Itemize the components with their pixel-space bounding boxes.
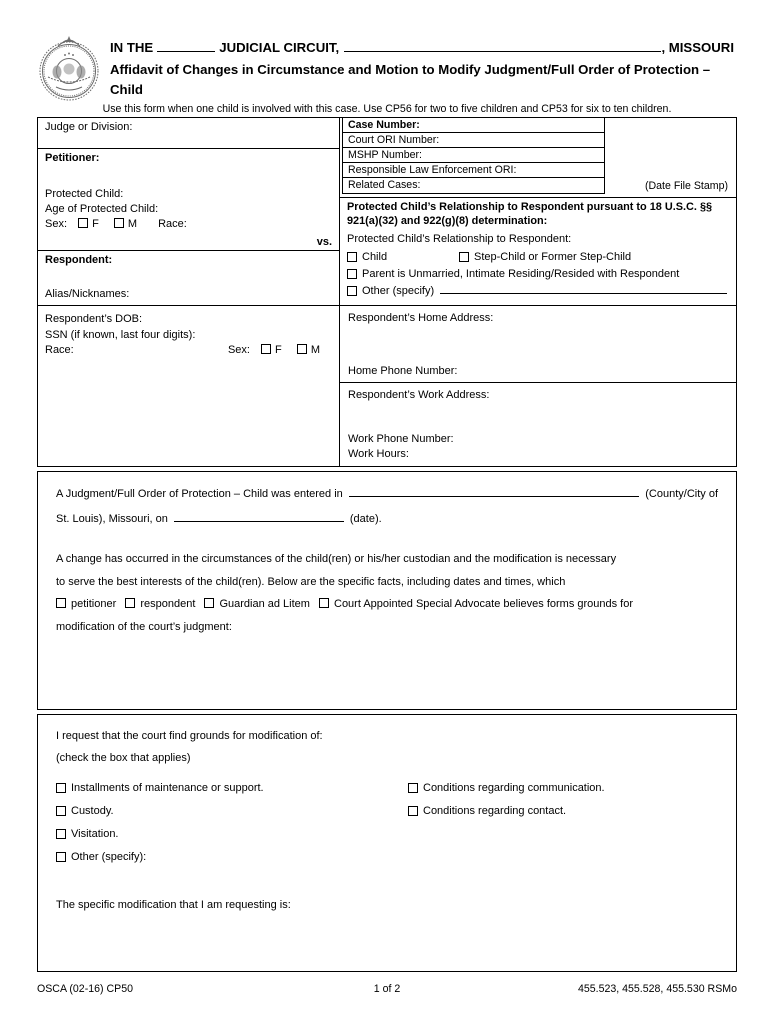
respondent-female-label: F (275, 344, 282, 356)
title-line-1 (110, 40, 734, 60)
sex-label: Sex: (45, 218, 68, 230)
rel-child-label: Child (362, 250, 388, 263)
home-address-label: Respondent’s Home Address: (348, 312, 494, 324)
blank-date[interactable] (174, 509, 344, 522)
checkbox-conditions-communication[interactable] (408, 783, 418, 793)
option-visitation-label: Visitation. (71, 827, 119, 840)
protected-child-age-label: Age of Protected Child: (45, 203, 159, 215)
checkbox-other-modification[interactable] (56, 852, 66, 862)
checkbox-guardian-ad-litem[interactable] (204, 598, 214, 608)
respondent-race-label: Race: (45, 344, 74, 356)
form-number: OSCA (02-16) CP50 (37, 983, 133, 995)
relationship-option-child (347, 251, 459, 263)
related-cases-row[interactable]: Related Cases: (348, 179, 421, 191)
blank-circuit-number[interactable] (157, 40, 215, 52)
checkbox-visitation[interactable] (56, 829, 66, 839)
blank-rel-other-specify[interactable] (440, 282, 727, 294)
case-number-box (342, 118, 605, 194)
parties-column (38, 118, 340, 466)
case-numbers-column (340, 118, 736, 466)
protected-child-label: Protected Child: (45, 188, 124, 200)
request-intro: I request that the court find grounds for modification of: (56, 730, 323, 742)
home-phone-label: Home Phone Number: (348, 365, 458, 377)
believes-grounds-text: believes forms grounds for (503, 598, 634, 610)
judge-division-label: Judge or Division: (45, 121, 133, 133)
relationship-section (340, 197, 736, 306)
option-row-1 (56, 776, 718, 799)
relationship-label: Protected Child’s Relationship to Respondent: (347, 233, 572, 245)
checkbox-rel-stepchild[interactable] (459, 252, 469, 262)
work-hours-label: Work Hours: (348, 448, 409, 460)
judgment-line-2 (56, 507, 718, 532)
page-footer (37, 983, 737, 995)
respondent-dob-label: Respondent’s DOB: (45, 313, 143, 325)
change-line-3 (56, 593, 718, 616)
blank-circuit-county[interactable] (344, 40, 661, 52)
option-installments-label: Installments of maintenance or support. (71, 781, 264, 794)
option-contact-label: Conditions regarding contact. (423, 804, 567, 817)
female-label: F (92, 218, 99, 230)
relationship-options-row-1 (347, 248, 729, 265)
option-row-2 (56, 799, 718, 822)
case-number-section (340, 118, 736, 197)
judgment-line-1 (56, 482, 718, 507)
petitioner-cell[interactable] (38, 149, 339, 251)
work-address-label: Respondent’s Work Address: (348, 389, 490, 401)
respondent-sex-label: Sex: (227, 344, 250, 356)
modification-options (56, 776, 718, 868)
title-missouri: , MISSOURI (661, 40, 734, 55)
male-label: M (127, 218, 138, 230)
option-row-3 (56, 822, 718, 845)
respondent-cell[interactable] (38, 251, 339, 306)
work-phone-hours-block (348, 432, 728, 462)
court-ori-row[interactable]: Court ORI Number: (343, 133, 604, 148)
option-row-4 (56, 845, 718, 868)
form-instruction: Use this form when one child is involved with this case. Use CP56 for two to five children and CP53 for six to ten children. (102, 103, 672, 115)
case-number-row[interactable]: Case Number: (343, 118, 604, 133)
change-line-1: A change has occurred in the circumstances of the child(ren) or his/her custodian and the modification is necessary (56, 553, 617, 565)
option-other-label: Other (specify): (71, 850, 147, 863)
change-line-2: to serve the best interests of the child(ren). Below are the specific facts, including dates and times, which (56, 575, 566, 588)
actor-petitioner-label: petitioner (71, 598, 117, 610)
relationship-options-row-3 (347, 282, 729, 299)
mshp-number-row[interactable]: MSHP Number: (343, 148, 604, 163)
actor-gal-label: Guardian ad Litem (219, 598, 310, 610)
checkbox-petitioner[interactable] (56, 598, 66, 608)
option-custody-label: Custody. (71, 804, 114, 817)
checkbox-rel-child[interactable] (347, 252, 357, 262)
title-in-the: IN THE (110, 40, 154, 55)
checkbox-custody[interactable] (56, 806, 66, 816)
vs-label: vs. (316, 236, 332, 248)
respondent-label: Respondent: (45, 254, 113, 266)
race-label: Race: (158, 218, 187, 230)
protected-child-block (45, 187, 332, 232)
judge-division-cell[interactable] (38, 118, 339, 149)
respondent-race-sex-line (45, 343, 332, 359)
home-address-cell[interactable] (340, 306, 736, 383)
judgment-entered-text: A Judgment/Full Order of Protection – Child was entered in (56, 488, 343, 500)
respondent-male-label: M (310, 344, 320, 356)
checkbox-rel-parent-unmarried[interactable] (347, 269, 357, 279)
respondent-details-cell[interactable] (38, 306, 339, 466)
checkbox-casa[interactable] (319, 598, 329, 608)
law-enforcement-ori-row[interactable]: Responsible Law Enforcement ORI: (343, 163, 604, 178)
checkbox-installments[interactable] (56, 783, 66, 793)
form-title: Affidavit of Changes in Circumstance and Motion to Modify Judgment/Full Order of Protection – Child (110, 62, 711, 97)
actor-casa-label: Court Appointed Special Advocate (334, 598, 501, 610)
actor-respondent-label: respondent (140, 598, 196, 610)
statute-references: 455.523, 455.528, 455.530 RSMo (577, 983, 737, 995)
relationship-header: Protected Child’s Relationship to Respondent pursuant to 18 U.S.C. §§ 921(a)(32) and 922(g)(8) determination: (347, 201, 713, 227)
date-file-stamp-label: (Date File Stamp) (644, 180, 728, 192)
checkbox-child-sex-m[interactable] (114, 218, 124, 228)
rel-stepchild-label: Step-Child or Former Step-Child (474, 250, 632, 263)
respondent-ssn-label: SSN (if known, last four digits): (45, 328, 196, 341)
respondent-sex-group (228, 343, 320, 359)
page-number: 1 of 2 (373, 983, 401, 995)
request-hint: (check the box that applies) (56, 752, 191, 764)
judgment-entered-section (37, 471, 737, 710)
protected-child-sex-race-line (45, 217, 332, 232)
work-phone-label: Work Phone Number: (348, 433, 454, 445)
county-city-suffix: (County/City of (645, 488, 718, 500)
rel-parent-label: Parent is Unmarried, Intimate Residing/Resided with Respondent (362, 267, 680, 280)
title-judicial-circuit: JUDICIAL CIRCUIT, (219, 40, 340, 55)
work-address-cell[interactable] (340, 383, 736, 466)
checkbox-rel-other[interactable] (347, 286, 357, 296)
change-paragraph (56, 548, 718, 638)
checkbox-child-sex-f[interactable] (78, 218, 88, 228)
form-header (110, 40, 734, 100)
option-communication-label: Conditions regarding communication. (423, 781, 605, 794)
case-info-table (37, 117, 737, 467)
relationship-options-row-2 (347, 265, 729, 282)
specific-modification-label: The specific modification that I am requesting is: (56, 899, 291, 911)
checkbox-respondent[interactable] (125, 598, 135, 608)
rel-other-label: Other (specify) (362, 285, 435, 297)
checkbox-respondent-sex-m[interactable] (297, 344, 307, 354)
missouri-state-seal-icon (36, 33, 102, 103)
alias-nicknames-label: Alias/Nicknames: (45, 288, 130, 300)
change-line-4: modification of the court’s judgment: (56, 620, 232, 633)
checkbox-respondent-sex-f[interactable] (261, 344, 271, 354)
blank-county-city[interactable] (349, 484, 639, 497)
st-louis-text: St. Louis), Missouri, on (56, 513, 168, 525)
petitioner-label: Petitioner: (45, 152, 100, 164)
modification-request-section (37, 714, 737, 972)
date-suffix: (date). (349, 513, 382, 525)
checkbox-conditions-contact[interactable] (408, 806, 418, 816)
